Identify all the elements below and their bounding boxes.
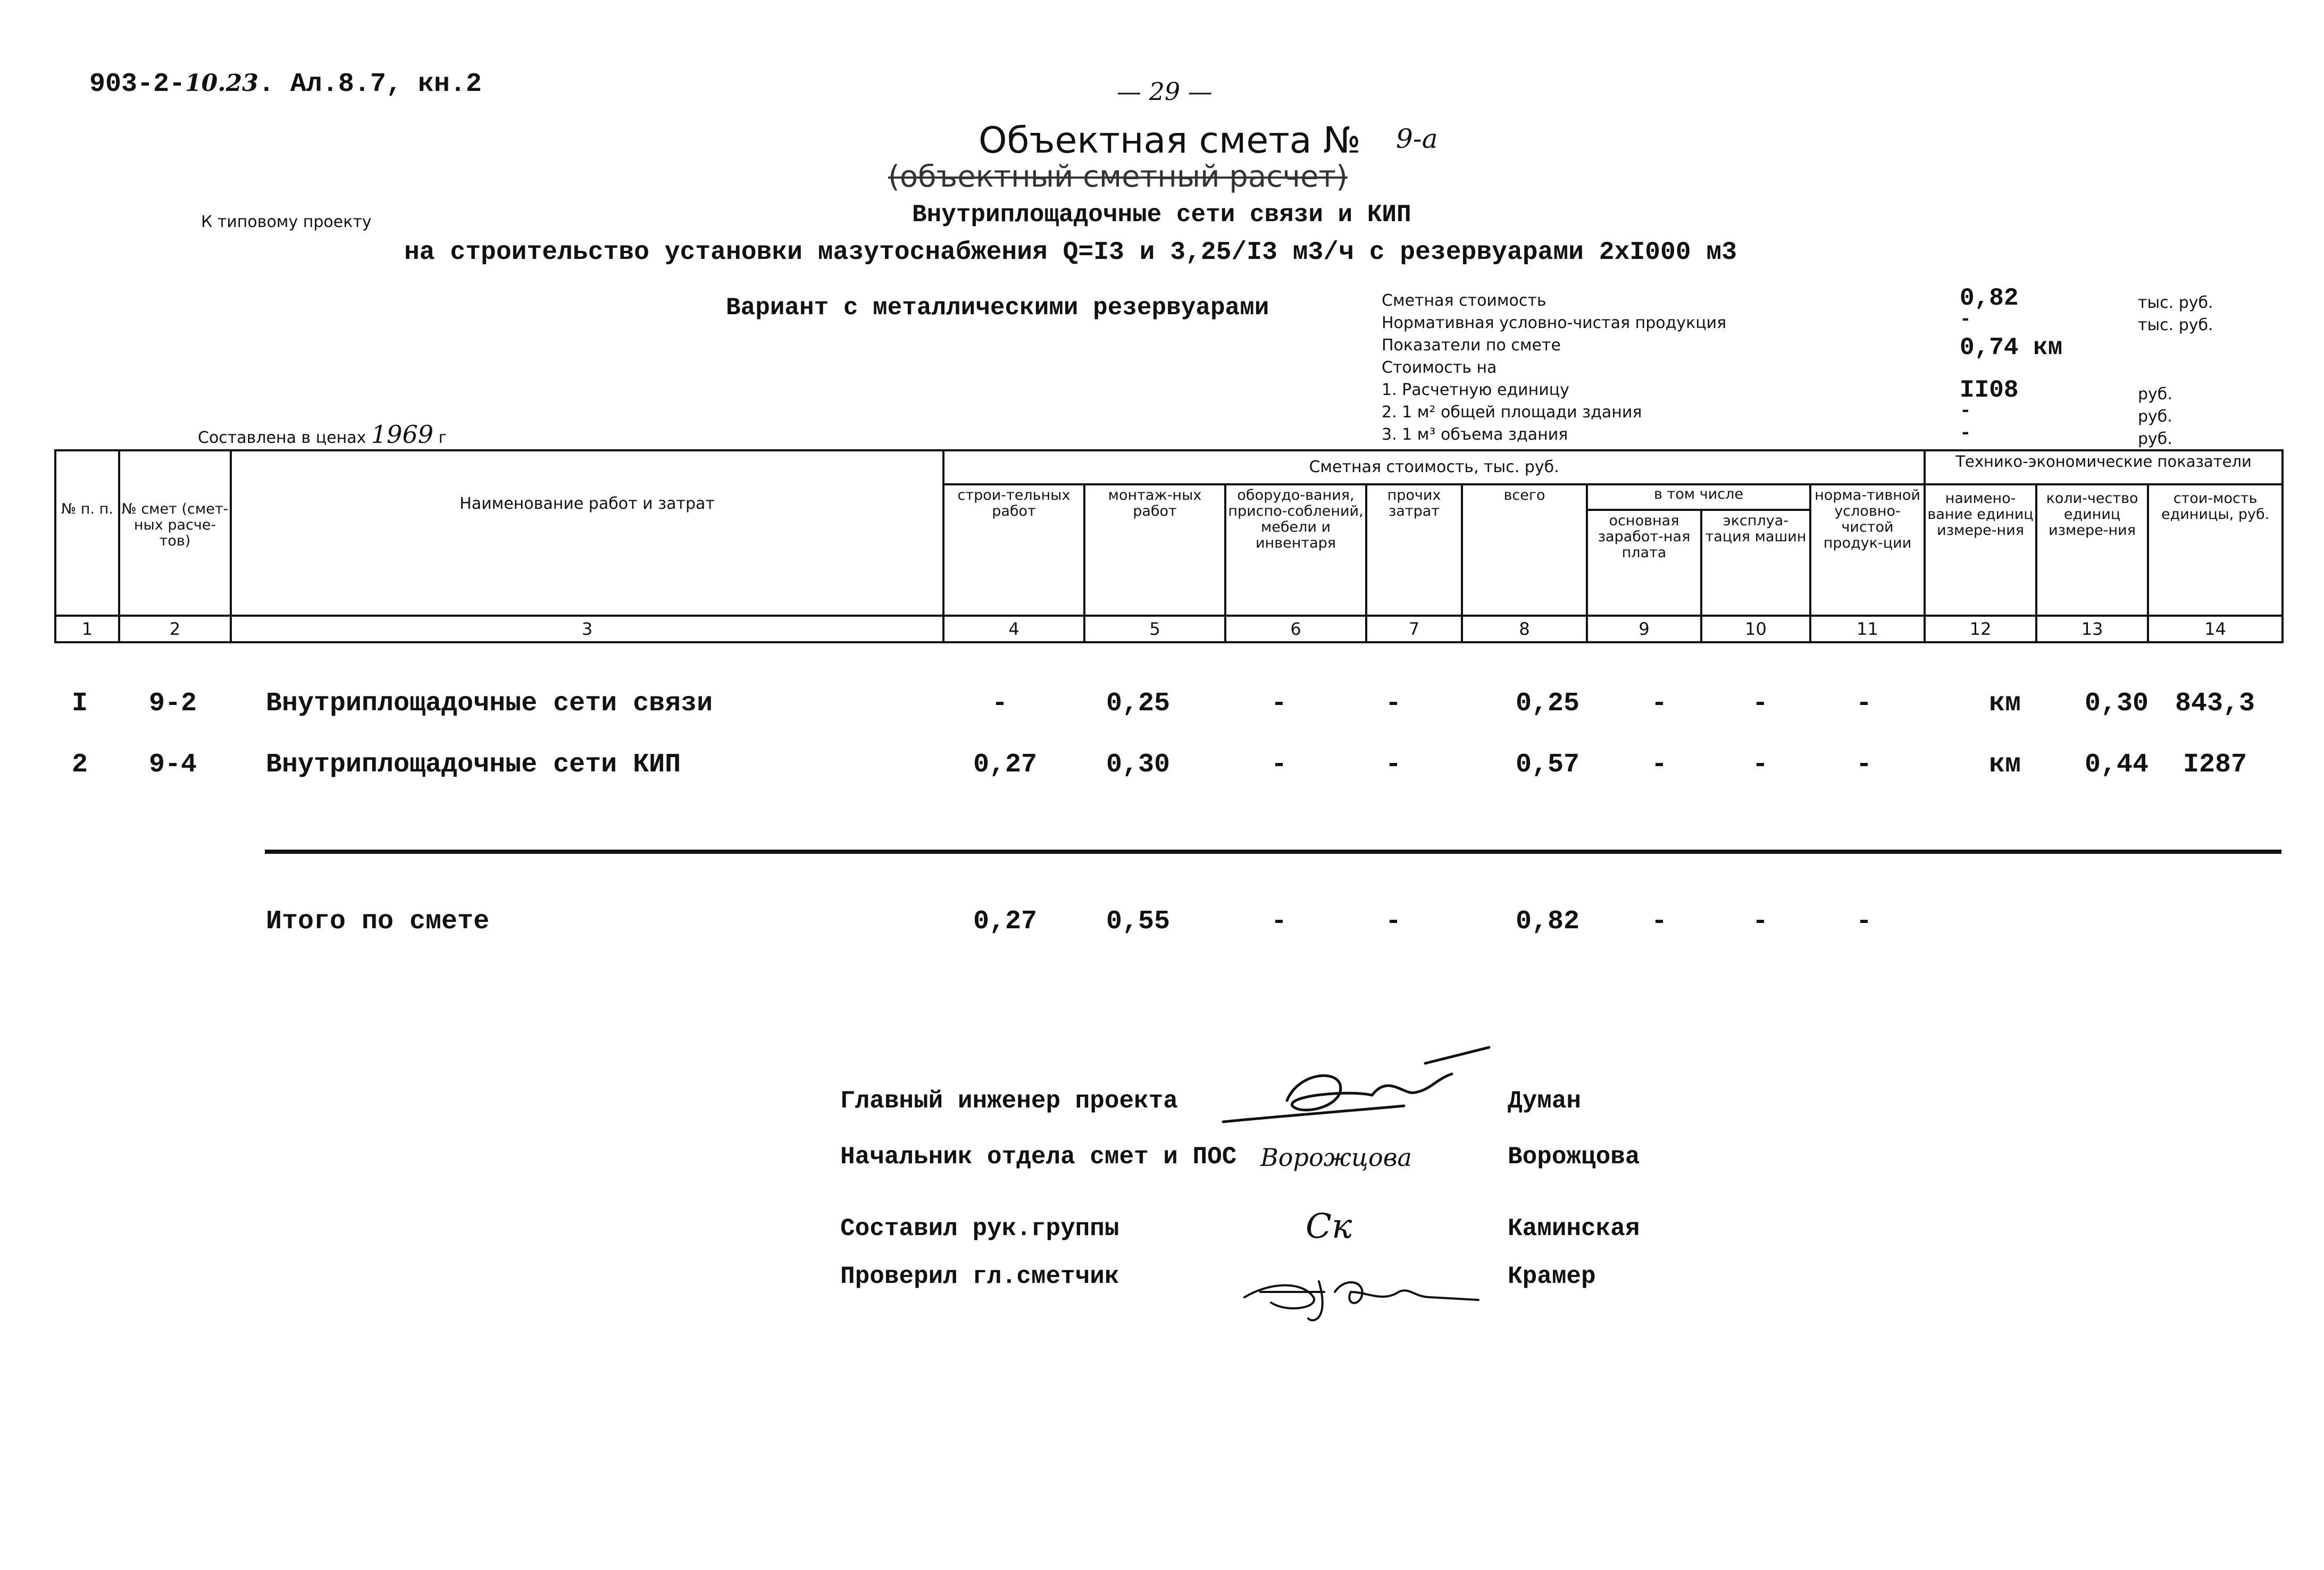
header-wages: основная заработ-ная плата [1587,510,1701,616]
header-tech-group: Технико-экономические показатели [1925,450,2283,484]
summary-cost-on-label: Стоимость на [1382,358,1497,377]
column-number: 10 [1701,616,1810,642]
row-equipment: - [1270,689,1288,719]
summary-indicators-value: 0,74 км [1960,334,2063,362]
header-installation: монтаж-ных работ [1084,484,1225,616]
column-number: 11 [1810,616,1925,642]
table-row [0,750,2324,792]
variant-label: Вариант с металлическими резервуарами [726,294,1269,322]
summary-per-volume-unit: руб. [2138,430,2172,448]
signature-title: Главный инженер проекта [840,1087,1178,1115]
summary-per-area-label: 2. 1 м² общей площади здания [1382,403,1642,422]
doc-code-printed: 903-2- [89,69,186,99]
header-construction: строи-тельных работ [943,484,1084,616]
column-number: 7 [1366,616,1462,642]
header-unit-name: наимено-вание единиц измере-ния [1925,484,2036,616]
signature-handwritten: Ворожцова [1260,1143,1412,1172]
row-construction: 0,27 [973,750,1038,780]
column-number: 9 [1587,616,1701,642]
header-quantity: коли-чество единиц измере-ния [2036,484,2148,616]
summary-indicators-label: Показатели по смете [1382,336,1561,355]
header-cost-group: Сметная стоимость, тыс. руб. [943,450,1925,484]
row-unit-cost: I287 [2183,750,2247,780]
summary-per-unit-unit: руб. [2138,385,2172,404]
row-machines: - [1752,750,1769,780]
summary-per-area-unit: руб. [2138,407,2172,426]
prices-year: 1969 [371,420,433,449]
column-numbers-row [55,616,2283,642]
summary-normative-value: - [1960,308,1971,330]
signature-name: Крамер [1508,1263,1596,1290]
summary-per-volume-value: - [1960,422,1971,444]
signature-name: Ворожцова [1508,1143,1640,1171]
header-equipment: оборудо-вания, приспо-соблений, мебели и инвентаря [1225,484,1366,616]
crossed-out-text: (объектный сметный расчет) [888,159,1348,194]
signature-mark [1239,1260,1484,1329]
column-number: 1 [55,616,119,642]
row-num: I [71,689,88,719]
document-code [89,69,482,99]
row-unit-cost: 843,3 [2175,689,2255,719]
total-equipment: - [1270,906,1288,937]
row-normative: - [1855,689,1872,719]
row-wages: - [1651,750,1668,780]
page-number: — 29 — [1117,77,1213,106]
prices-label: Составлена в ценах [198,429,366,447]
column-number: 3 [231,616,943,642]
signature-mark [1213,1042,1500,1138]
table-row [0,689,2324,731]
row-installation: 0,25 [1106,689,1171,719]
header-machines: эксплуа-тация машин [1701,510,1810,616]
row-quantity: 0,44 [2084,750,2149,780]
header-unit-cost: стои-мость единицы, руб. [2148,484,2283,616]
header-total: всего [1462,484,1587,616]
page-title: Объектная смета № [979,120,1361,162]
column-number: 4 [943,616,1084,642]
summary-normative-label: Нормативная условно-чистая продукция [1382,314,1727,332]
row-construction: - [991,689,1008,719]
estimate-table [54,449,2284,643]
total-name: Итого по смете [266,906,490,937]
row-total: 0,25 [1515,689,1580,719]
row-installation: 0,30 [1106,750,1171,780]
total-total: 0,82 [1515,906,1580,937]
signature-handwritten: Ск [1306,1207,1352,1246]
column-number: 5 [1084,616,1225,642]
column-number: 8 [1462,616,1587,642]
crossed-out-subtitle [888,159,1348,194]
column-number: 13 [2036,616,2148,642]
row-other: - [1385,750,1402,780]
row-other: - [1385,689,1402,719]
signature-title: Составил рук.группы [840,1215,1119,1242]
summary-estimated-cost-value: 0,82 [1960,284,2019,312]
prices-suffix: г [438,429,447,447]
row-equipment: - [1270,750,1288,780]
signature-title: Начальник отдела смет и ПОС [840,1143,1237,1171]
summary-per-unit-value: II08 [1960,376,2019,404]
estimate-number: 9-а [1396,123,1438,154]
row-quantity: 0,30 [2084,689,2149,719]
total-installation: 0,55 [1106,906,1171,937]
row-normative: - [1855,750,1872,780]
doc-code-rest: . Ал.8.7, кн.2 [258,69,482,99]
total-construction: 0,27 [973,906,1038,937]
row-estimate: 9-2 [148,689,197,719]
typical-project-label: К типовому проекту [201,213,372,231]
object-name: Внутриплощадочные сети связи и КИП [912,201,1411,229]
row-unit: км [1988,750,2021,780]
signature-name: Думан [1508,1087,1582,1115]
signature-title: Проверил гл.сметчик [840,1263,1119,1290]
header-normative: норма-тивной условно-чистой продук-ции [1810,484,1925,616]
summary-per-area-value: - [1960,400,1971,422]
row-unit: км [1988,689,2021,719]
header-including: в том числе [1587,484,1810,510]
summary-per-volume-label: 3. 1 м³ объема здания [1382,425,1568,444]
row-num: 2 [71,750,88,780]
column-number: 6 [1225,616,1366,642]
row-machines: - [1752,689,1769,719]
total-machines: - [1752,906,1769,937]
doc-code-handwritten: 10.23 [185,70,258,97]
total-other: - [1385,906,1402,937]
header-name: Наименование работ и затрат [231,450,943,616]
summary-per-unit-label: 1. Расчетную единицу [1382,381,1569,399]
summary-normative-unit: тыс. руб. [2138,316,2213,334]
signature-name: Каминская [1508,1215,1640,1242]
row-wages: - [1651,689,1668,719]
total-normative: - [1855,906,1872,937]
summary-estimated-cost-label: Сметная стоимость [1382,291,1546,310]
column-number: 2 [119,616,231,642]
total-divider [265,850,2281,854]
header-num: № п. п. [55,450,119,616]
row-total: 0,57 [1515,750,1580,780]
prices-line [198,420,447,449]
row-name: Внутриплощадочные сети связи [266,689,713,719]
header-estimate-no: № смет (смет-ных расче-тов) [119,450,231,616]
row-estimate: 9-4 [148,750,197,780]
total-row [0,906,2324,949]
construction-description: на строительство установки мазутоснабжения Q=I3 и 3,25/I3 м3/ч с резервуарами 2хI000 м3 [404,238,1737,267]
column-number: 14 [2148,616,2283,642]
header-other: прочих затрат [1366,484,1462,616]
summary-estimated-cost-unit: тыс. руб. [2138,293,2213,312]
row-name: Внутриплощадочные сети КИП [266,750,681,780]
total-wages: - [1651,906,1668,937]
column-number: 12 [1925,616,2036,642]
